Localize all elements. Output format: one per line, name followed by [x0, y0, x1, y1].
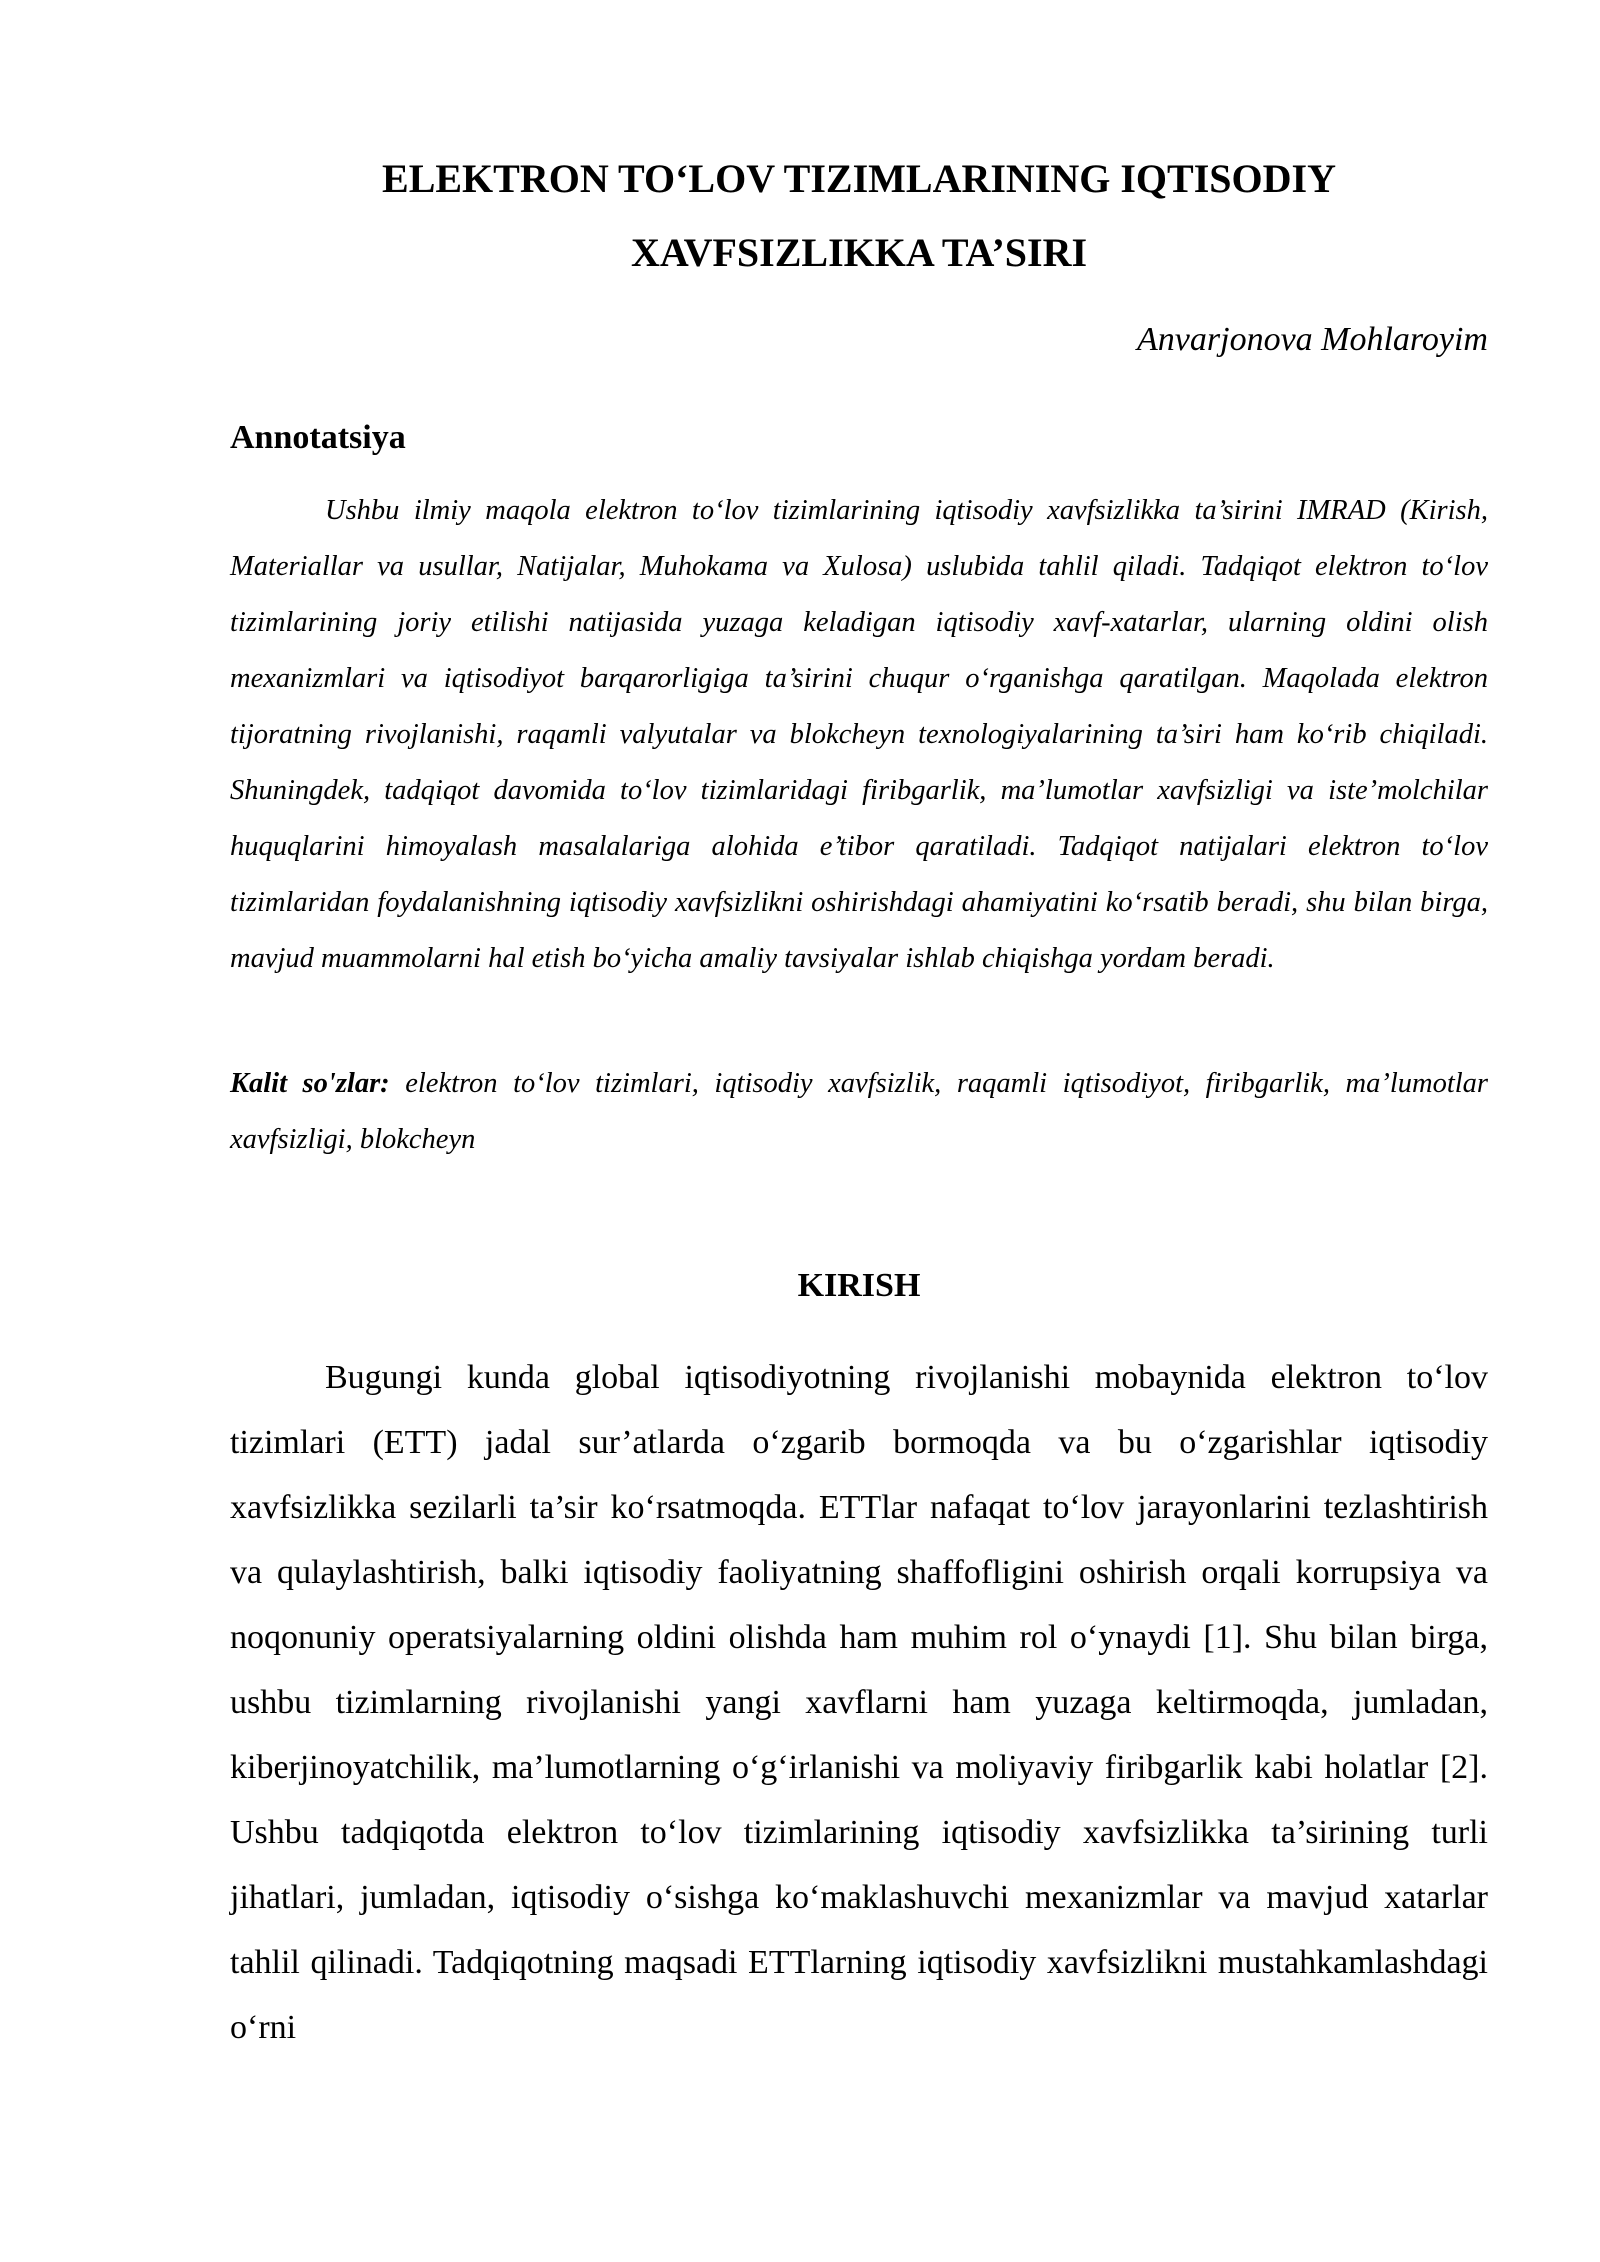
keywords-paragraph	[230, 1056, 1488, 1168]
section-body-text: Bugungi kunda global iqtisodiyotning rivojlanishi mobaynida elektron to‘lov tizimlari (ETT) jadal sur’atlarda o‘zgarib bormoqda va bu o‘zgarishlar iqtisodiy xavfsizlikka sezilarli ta’sir ko‘rsatmoqda. ETTlar nafaqat to‘lov jarayonlarini tezlashtirish va qulaylashtirish, balki iqtisodiy faoliyatning shaffofligini oshirish orqali korrupsiya va noqonuniy operatsiyalarning oldini olishda ham muhim rol o‘ynaydi [1]. Shu bilan birga, ushbu tizimlarning rivojlanishi yangi xavflarni ham yuzaga keltirmoqda, jumladan, kiberjinoyatchilik, ma’lumotlarning o‘g‘irlanishi va moliyaviy firibgarlik kabi holatlar [2]. Ushbu tadqiqotda elektron to‘lov tizimlarining iqtisodiy xavfsizlikka ta’sirining turli jihatlari, jumladan, iqtisodiy o‘sishga ko‘maklashuvchi mexanizmlar va mavjud xatarlar tahlil qilinadi. Tadqiqotning maqsadi ETTlarning iqtisodiy xavfsizlikni mustahkamlashdagi o‘rni	[230, 1359, 1488, 2046]
paper-title-line-1: ELEKTRON TO‘LOV TIZIMLARINING IQTISODIY	[382, 156, 1336, 201]
keywords-list: elektron to‘lov tizimlari, iqtisodiy xavfsizlik, raqamli iqtisodiyot, firibgarlik, ma’lumotlar xavfsizligi, blokcheyn	[230, 1068, 1489, 1155]
annotation-heading: Annotatsiya	[230, 419, 406, 456]
paper-title	[230, 142, 1488, 290]
paper-title-line-2: XAVFSIZLIKKA TA’SIRI	[630, 230, 1088, 275]
annotation-text: Ushbu ilmiy maqola elektron to‘lov tizimlarining iqtisodiy xavfsizlikka ta’sirini IMRAD (Kirish, Materiallar va usullar, Natijalar, Muhokama va Xulosa) uslubida tahlil qiladi. Tadqiqot elektron to‘lov tizimlarining joriy etilishi natijasida yuzaga keladigan iqtisodiy xavf-xatarlar, ularning oldini olish mexanizmlari va iqtisodiyot barqarorligiga ta’sirini chuqur o‘rganishga qaratilgan. Maqolada elektron tijoratning rivojlanishi, raqamli valyutalar va blokcheyn texnologiyalarining ta’siri ham ko‘rib chiqiladi. Shuningdek, tadqiqot davomida to‘lov tizimlaridagi firibgarlik, ma’lumotlar xavfsizligi va iste’molchilar huquqlarini himoyalash masalalariga alohida e’tibor qaratiladi. Tadqiqot natijalari elektron to‘lov tizimlaridan foydalanishning iqtisodiy xavfsizlikni oshirishdagi ahamiyatini ko‘rsatib beradi, shu bilan birga, mavjud muammolarni hal etish bo‘yicha amaliy tavsiyalar ishlab chiqishga yordam beradi.	[230, 495, 1488, 974]
author-name: Anvarjonova Mohlaroyim	[1137, 321, 1488, 358]
keywords-label: Kalit so'zlar:	[230, 1068, 390, 1099]
section-heading-kirish: KIRISH	[797, 1267, 921, 1304]
